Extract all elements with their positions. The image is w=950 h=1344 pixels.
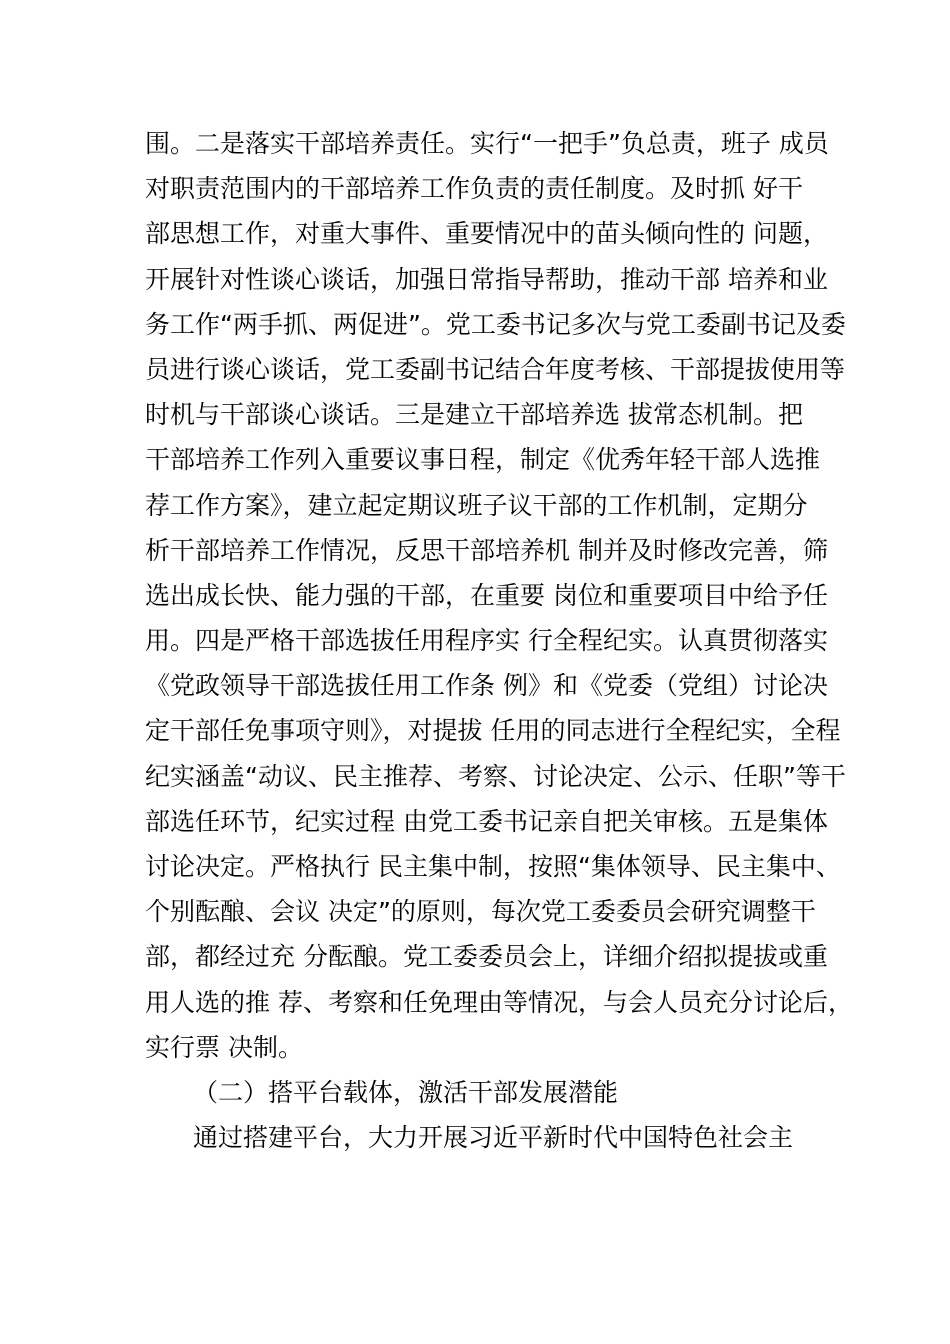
text-line: 对职责范围内的干部培养工作负责的责任制度。及时抓 好干 (145, 174, 803, 204)
text-line: 干部培养工作列入重要议事日程，制定《优秀年轻干部人选推 (145, 445, 821, 475)
text-line: 员进行谈心谈话，党工委副书记结合年度考核、干部提拔使用等 (145, 354, 846, 384)
text-line: 个别酝酿、会议 决定”的原则，每次党工委委员会研究调整干 (145, 897, 816, 927)
text-line: 荐工作方案》，建立起定期议班子议干部的工作机制，定期分 (145, 490, 808, 520)
text-line: 务工作“两手抓、两促进”。党工委书记多次与党工委副书记及委 (145, 309, 846, 339)
text-line: 析干部培养工作情况，反思干部培养机 制并及时修改完善，筛 (145, 535, 828, 565)
text-line: 讨论决定。严格执行 民主集中制，按照“集体领导、民主集中、 (145, 852, 841, 881)
text-line: 部，都经过充 分酝酿。党工委委员会上，详细介绍拟提拔或重 (145, 942, 828, 972)
text-line: 定干部任免事项守则》，对提拔 任用的同志进行全程纪实，全程 (145, 716, 841, 746)
text-line: 部选任环节，纪实过程 由党工委书记亲自把关审核。五是集体 (145, 806, 828, 836)
body-text (145, 121, 865, 1160)
text-line: 围。二是落实干部培养责任。实行“一把手”负总责，班子 成员 (145, 129, 829, 158)
text-line: 实行票 决制。 (145, 1032, 303, 1062)
section-heading: （二）搭平台载体，激活干部发展潜能 (193, 1077, 619, 1107)
text-line: 选出成长快、能力强的干部，在重要 岗位和重要项目中给予任 (145, 580, 828, 610)
paragraph-start: 通过搭建平台，大力开展习近平新时代中国特色社会主 (193, 1123, 794, 1153)
text-line: 开展针对性谈心谈话，加强日常指导帮助，推动干部 培养和业 (145, 264, 828, 294)
text-line: 时机与干部谈心谈话。三是建立干部培养选 拔常态机制。把 (145, 400, 803, 430)
text-line: 用人选的推 荐、考察和任免理由等情况，与会人员充分讨论后， (145, 987, 853, 1017)
text-line: 用。四是严格干部选拔任用程序实 行全程纪实。认真贯彻落实 (145, 626, 828, 656)
text-line: 《党政领导干部选拔任用工作条 例》和《党委（党组）讨论决 (145, 671, 828, 701)
text-line: 纪实涵盖“动议、民主推荐、考察、讨论决定、公示、任职”等干 (145, 761, 846, 791)
text-line: 部思想工作，对重大事件、重要情况中的苗头倾向性的 问题， (145, 219, 828, 249)
